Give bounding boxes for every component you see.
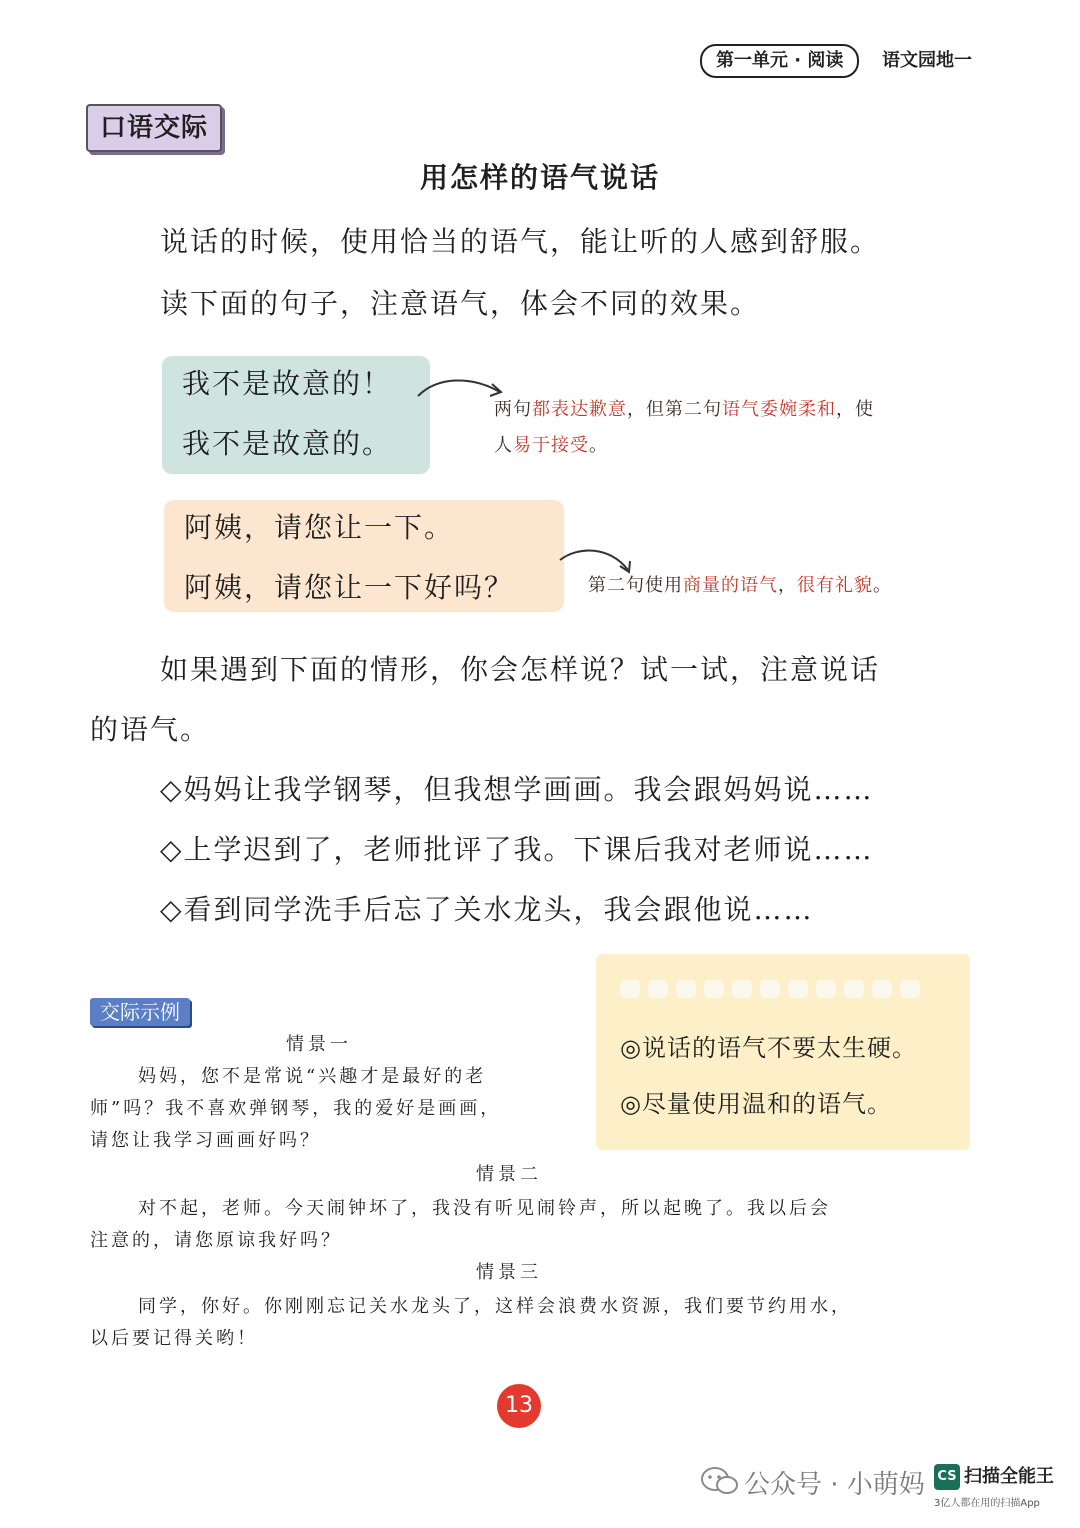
intro-line-2: 读下面的句子，注意语气，体会不同的效果。 (160, 287, 761, 320)
tip-item-1: ◎说话的语气不要太生硬。 (620, 1034, 917, 1062)
scene-3-line-1: 同学，你好。你刚刚忘记关水龙头了，这样会浪费水资源，我们要节约用水， (138, 1296, 852, 1317)
tip-item-2: ◎尽量使用温和的语气。 (620, 1090, 892, 1118)
bullet-item-2: ◇上学迟到了，老师批评了我。下课后我对老师说…… (160, 833, 874, 866)
section-badge: 口语交际 (86, 104, 222, 152)
scene-1-title: 情景一 (286, 1034, 352, 1055)
arrow-icon (414, 374, 506, 404)
example-blue-line-2: 我不是故意的。 (182, 427, 393, 460)
example-peach-note: 第二句使用商量的语气，很有礼貌。 (588, 575, 892, 596)
example-peach-line-1: 阿姨，请您让一下。 (184, 511, 455, 544)
scanner-app-sub: 3亿人都在用的扫描App (934, 1498, 1040, 1509)
watermark-account: 公众号 · 小萌妈 (744, 1470, 925, 1500)
example-blue-note-1: 两句都表达歉意，但第二句语气委婉柔和，使 (494, 399, 874, 420)
example-badge: 交际示例 (90, 998, 190, 1026)
scene-2-line-1: 对不起，老师。今天闹钟坏了，我没有听见闹铃声，所以起晚了。我以后会 (138, 1198, 831, 1219)
scene-1-line-2: 师”吗？我不喜欢弹钢琴，我的爱好是画画， (90, 1098, 502, 1119)
scanner-app-name: 扫描全能王 (964, 1466, 1054, 1487)
intro-line-1: 说话的时候，使用恰当的语气，能让听的人感到舒服。 (160, 225, 881, 258)
scene-2-title: 情景二 (476, 1164, 542, 1185)
tips-decoration (620, 980, 950, 1000)
scanner-logo-icon: CS (934, 1464, 960, 1490)
prompt-line-1: 如果遇到下面的情形，你会怎样说？试一试，注意说话 (160, 653, 881, 686)
example-blue-note-2: 人易于接受。 (494, 435, 608, 456)
scene-1-line-3: 请您让我学习画画好吗？ (90, 1130, 321, 1151)
bullet-item-3: ◇看到同学洗手后忘了关水龙头，我会跟他说…… (160, 893, 814, 926)
example-peach-line-2: 阿姨，请您让一下好吗？ (184, 571, 515, 604)
scene-3-line-2: 以后要记得关哟！ (90, 1328, 258, 1349)
scene-3-title: 情景三 (476, 1262, 542, 1283)
page-title: 用怎样的语气说话 (419, 161, 660, 194)
example-blue-line-1: 我不是故意的！ (182, 367, 393, 400)
wechat-icon (700, 1466, 740, 1496)
scene-1-line-1: 妈妈，您不是常说“兴趣才是最好的老 (138, 1066, 487, 1087)
prompt-line-2: 的语气。 (90, 713, 211, 746)
sub-label: 语文园地一 (882, 50, 972, 71)
page-number: 13 (497, 1384, 541, 1428)
scene-2-line-2: 注意的，请您原谅我好吗？ (90, 1230, 342, 1251)
unit-label: 第一单元 · 阅读 (700, 44, 859, 78)
bullet-item-1: ◇妈妈让我学钢琴，但我想学画画。我会跟妈妈说…… (160, 773, 874, 806)
